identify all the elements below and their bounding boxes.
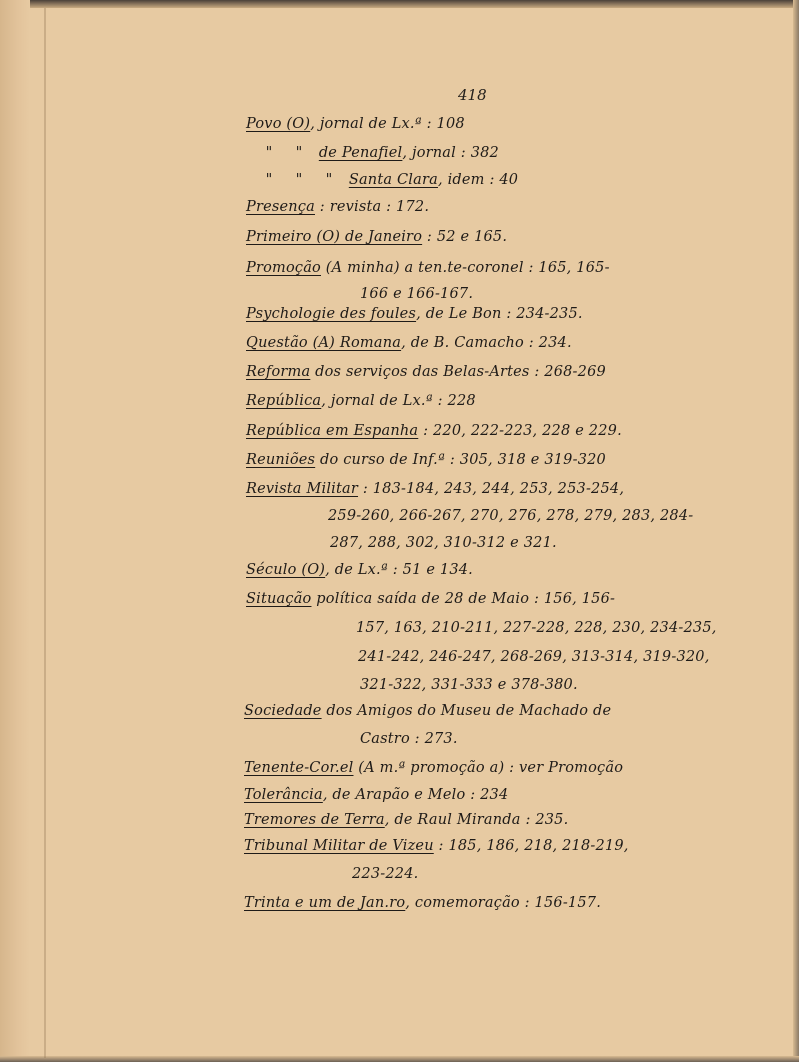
entry-references: , de B. Camacho : 234. <box>401 335 572 351</box>
index-entry <box>244 787 508 803</box>
index-entry <box>246 335 572 351</box>
entry-references: : 185, 186, 218, 218-219, <box>433 838 629 854</box>
page-bottom-edge <box>0 1056 799 1062</box>
index-entry-continuation: 166 e 166-167. <box>360 286 474 302</box>
entry-heading: Situação <box>246 591 312 607</box>
index-entry <box>244 703 611 719</box>
index-entry-continuation: 223-224. <box>352 866 419 882</box>
index-entry-continuation: 157, 163, 210-211, 227-228, 228, 230, 234-235, <box>356 620 717 636</box>
index-entry <box>246 199 429 215</box>
ditto-mark: " <box>325 172 333 188</box>
entry-references: política saída de 28 de Maio : 156, 156- <box>311 591 616 607</box>
entry-heading: República <box>246 393 322 409</box>
index-entry <box>246 229 507 245</box>
entry-heading: Tenente-Cor.el <box>244 760 354 776</box>
entry-references: : 52 e 165. <box>422 229 508 245</box>
index-entry-continuation: 241-242, 246-247, 268-269, 313-314, 319-320, <box>358 649 710 665</box>
index-entry-continuation: Castro : 273. <box>360 731 458 747</box>
entry-heading: Povo (O) <box>246 116 311 132</box>
index-entry <box>246 481 624 497</box>
index-entry <box>254 172 518 188</box>
index-entry <box>244 812 568 828</box>
entry-references: , de Raul Miranda : 235. <box>384 812 569 828</box>
entry-heading: Primeiro (O) de Janeiro <box>246 229 423 245</box>
ditto-mark: " <box>295 145 303 161</box>
index-entry <box>244 838 629 854</box>
index-entry <box>246 562 473 578</box>
index-entry <box>246 260 610 276</box>
entry-heading: Reforma <box>246 364 311 380</box>
entry-references: , de Le Bon : 234-235. <box>416 306 583 322</box>
index-entry <box>246 364 606 380</box>
index-entry <box>246 306 583 322</box>
index-entry <box>244 895 601 911</box>
entry-references: do curso de Inf.ª : 305, 318 e 319-320 <box>315 452 606 468</box>
index-entry <box>254 145 499 161</box>
index-entry <box>246 116 465 132</box>
entry-heading: República em Espanha <box>246 423 419 439</box>
page-number: 418 <box>458 86 487 104</box>
entry-references: : 183-184, 243, 244, 253, 253-254, <box>358 481 625 497</box>
entry-references: , jornal : 382 <box>402 145 499 161</box>
entry-references: (A minha) a ten.te-coronel : 165, 165- <box>321 260 610 276</box>
entry-references: , jornal de Lx.ª : 108 <box>310 116 465 132</box>
index-entry <box>246 393 476 409</box>
entry-heading: Tribunal Militar de Vizeu <box>244 838 434 854</box>
entry-heading: Psychologie des foules <box>246 306 417 322</box>
entry-references: , de Lx.ª : 51 e 134. <box>325 562 473 578</box>
index-entry-continuation: 259-260, 266-267, 270, 276, 278, 279, 283, 284- <box>328 508 694 524</box>
entry-heading: Promoção <box>246 260 321 276</box>
entry-heading: Tolerância <box>244 787 323 803</box>
entry-references: , idem : 40 <box>437 172 519 188</box>
entry-references: , de Arapão e Melo : 234 <box>322 787 509 803</box>
entry-heading: Tremores de Terra <box>244 812 385 828</box>
entry-heading: Reuniões <box>246 452 316 468</box>
entry-heading: de Penafiel <box>318 145 403 161</box>
ditto-mark: " <box>265 172 273 188</box>
index-entry <box>244 760 623 776</box>
entry-references: dos Amigos do Museu de Machado de <box>321 703 612 719</box>
page-right-edge <box>793 0 799 1062</box>
entry-heading: Questão (A) Romana <box>246 335 402 351</box>
index-entry <box>246 452 606 468</box>
page-fold-line <box>44 8 46 1058</box>
entry-references: , jornal de Lx.ª : 228 <box>321 393 476 409</box>
page-top-edge <box>0 0 799 8</box>
entry-heading: Século (O) <box>246 562 326 578</box>
index-entry <box>246 591 615 607</box>
index-entry-continuation: 287, 288, 302, 310-312 e 321. <box>330 535 557 551</box>
entry-references: dos serviços das Belas-Artes : 268-269 <box>310 364 606 380</box>
ditto-mark: " <box>265 145 273 161</box>
entry-references: (A m.ª promoção a) : ver Promoção <box>353 760 624 776</box>
page-left-edge <box>0 0 30 1062</box>
entry-heading: Trinta e um de Jan.ro <box>244 895 406 911</box>
entry-heading: Presença <box>246 199 315 215</box>
entry-heading: Revista Militar <box>246 481 359 497</box>
entry-references: , comemoração : 156-157. <box>405 895 602 911</box>
index-entry-continuation: 321-322, 331-333 e 378-380. <box>360 677 578 693</box>
entry-heading: Santa Clara <box>348 172 438 188</box>
entry-references: : 220, 222-223, 228 e 229. <box>418 423 622 439</box>
entry-heading: Sociedade <box>244 703 322 719</box>
ditto-mark: " <box>295 172 303 188</box>
index-entry <box>246 423 622 439</box>
entry-references: : revista : 172. <box>315 199 430 215</box>
